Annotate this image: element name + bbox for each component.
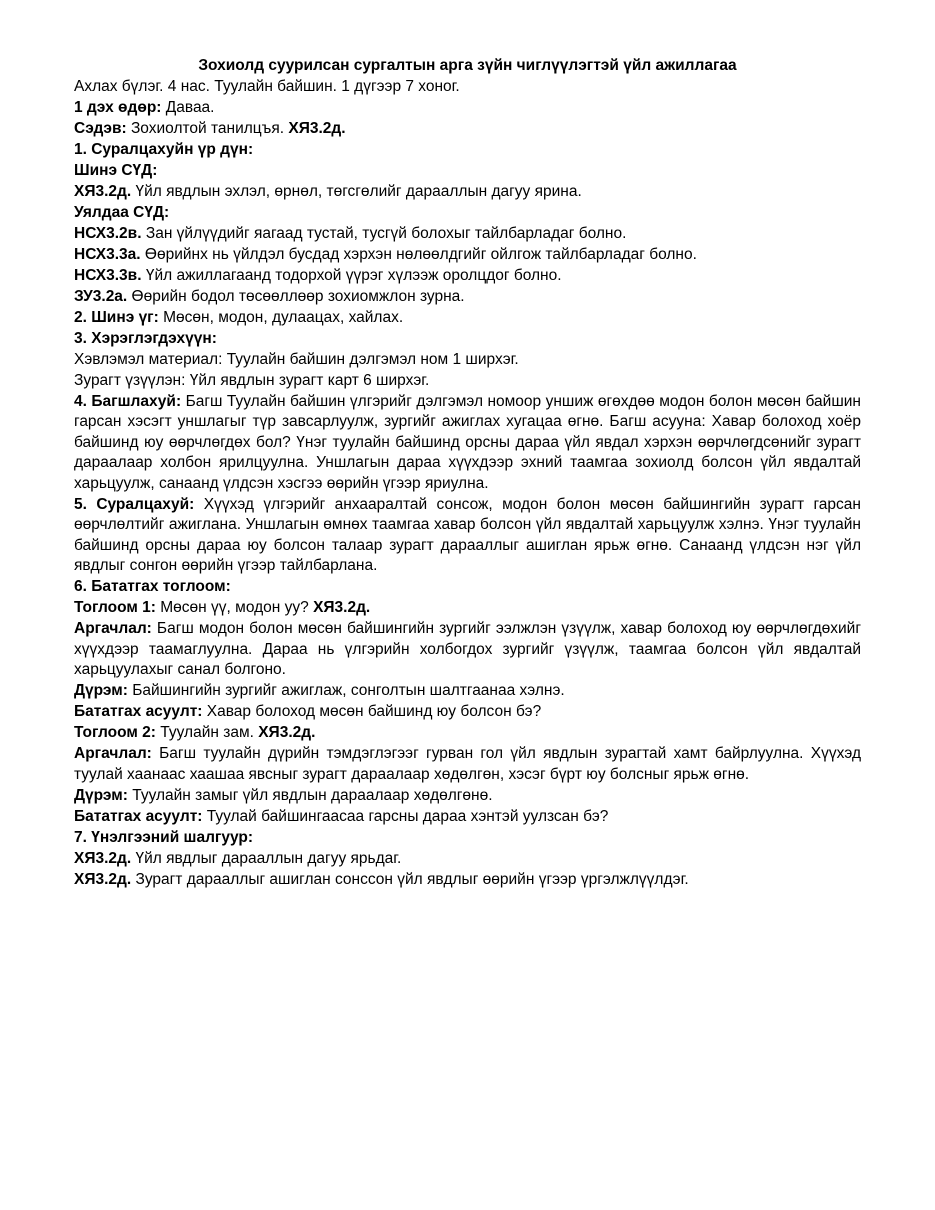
paragraph: [74, 577, 861, 598]
paragraph-bold-label: ЗУ3.2а.: [74, 287, 128, 305]
paragraph: [74, 140, 861, 161]
paragraph-text: Зохиолтой танилцъя.: [126, 119, 289, 137]
paragraph: [74, 786, 861, 807]
paragraph-bold-label: Тоглоом 2:: [74, 724, 156, 741]
paragraph-text: Үйл явдлыг дарааллын дагуу ярьдаг.: [131, 849, 402, 867]
paragraph-bold-label: Аргачлал:: [74, 745, 152, 762]
paragraph-text: Багш модон болон мөсөн байшингийн зургийг ээлжлэн үзүүлж, хавар болоход юу өөрчлөгдөхийг хүүхдээр таамаглуулна. Дараа нь үлгэрийн холбогдох зургийг үзүүлж, таамгаа болсон үйл явдалтай харьцуулахыг санал болгоно.: [74, 620, 861, 678]
paragraph-bold-label: Шинэ СҮД:: [74, 161, 158, 179]
paragraph-bold-label: Бататгах асуулт:: [74, 703, 203, 720]
paragraph-text: Зурагт үзүүлэн: Үйл явдлын зурагт карт 6 ширхэг.: [74, 371, 430, 389]
paragraph-text: Өөрийн бодол төсөөллөөр зохиомжлон зурна.: [127, 287, 465, 305]
paragraph-text: Мөсөн үү, модон уу?: [155, 599, 314, 616]
paragraph-bold-label: 3. Хэрэглэгдэхүүн:: [74, 329, 217, 347]
paragraph-bold-label: Бататгах асуулт:: [74, 807, 203, 825]
paragraph-bold-label: Аргачлал:: [74, 620, 152, 637]
paragraph-text: Үйл ажиллагаанд тодорхой үүрэг хүлээж оролцдог болно.: [141, 266, 562, 284]
paragraph-bold-label: Уялдаа СҮД:: [74, 203, 170, 221]
paragraph: [74, 702, 861, 723]
paragraph-bold-label: 1 дэх өдөр:: [74, 98, 162, 116]
paragraph-bold-label: НСХ3.3в.: [74, 266, 142, 284]
paragraph: [74, 98, 861, 119]
document-page: [74, 56, 861, 891]
paragraph-bold-label: 7. Үнэлгээний шалгуур:: [74, 828, 254, 846]
paragraph: [74, 350, 861, 371]
paragraph-text: Байшингийн зургийг ажиглаж, сонголтын шалтгаанаа хэлнэ.: [127, 682, 565, 699]
paragraph: [74, 681, 861, 702]
paragraph: [74, 329, 861, 350]
paragraph: [74, 266, 861, 287]
paragraph-text: Хэвлэмэл материал: Туулайн байшин дэлгэмэл ном 1 ширхэг.: [74, 350, 519, 368]
paragraph-text: Хавар болоход мөсөн байшинд юу болсон бэ?: [202, 703, 542, 720]
paragraph: [74, 224, 861, 245]
paragraph-text: Ахлах бүлэг. 4 нас. Туулайн байшин. 1 дүгээр 7 хоног.: [74, 77, 460, 95]
paragraph: [74, 495, 861, 577]
paragraph-bold-label: НСХ3.2в.: [74, 224, 142, 242]
paragraph-bold-label: 5. Суралцахуй:: [74, 495, 195, 513]
paragraph-bold-label: 4. Багшлахуй:: [74, 392, 182, 410]
paragraph-text: Хүүхэд үлгэрийг анхааралтай сонсож, модон болон мөсөн байшингийн зурагт гарсан өөрчлөлтийг ажиглана. Уншлагын өмнөх таамгаа хавар болсон үйл явдалтай харьцуулж хэлнэ. Үнэг туулайн байшинд орсны дараа юу болсон талаар зурагт дарааллыг ашиглан ярьж өгнө. Санаанд үлдсэн нэг үйл явдлыг сонгон өөрийн үгээр тайлбарлана.: [74, 495, 861, 574]
paragraph-bold-label: Дүрэм:: [74, 682, 128, 699]
paragraph: [74, 161, 861, 182]
paragraph-bold-label: 6. Бататгах тоглоом:: [74, 578, 231, 595]
paragraph-bold-label: Дүрэм:: [74, 786, 128, 804]
paragraph-bold-label: ХЯ3.2д.: [74, 870, 132, 888]
paragraph-bold-label: НСХ3.3а.: [74, 245, 141, 263]
paragraph-text: Туулай байшингаасаа гарсны дараа хэнтэй уулзсан бэ?: [202, 807, 609, 825]
paragraph-code: ХЯ3.2д.: [288, 119, 346, 137]
paragraph-text: Багш Туулайн байшин үлгэрийг дэлгэмэл номоор уншиж өгөхдөө модон болон мөсөн байшин гарсан хэсэгт уншлагыг түр завсарлуулж, зургийг ажиглах хугацаа өгнө. Багш асууна: Хавар болоход хоёр байшинд юу өөрчлөгдөх бол? Үнэг туулайн байшинд орсны дараа үйл явдал хэрхэн өөрчлөгдсөнийг зурагт дараалаар холбон ярилцуулна. Уншлагын дараа хүүхдээр эхний таамгаа зохиолд болсон үйл явдалтай харьцуулж, санаанд үлдсэн хэсгээ өөрийн үгээр яриулна.: [74, 392, 861, 492]
document-body: [74, 77, 861, 891]
paragraph: [74, 723, 861, 744]
paragraph: [74, 77, 861, 98]
paragraph: [74, 598, 861, 619]
paragraph: [74, 744, 861, 785]
paragraph-text: Зурагт дарааллыг ашиглан сонссон үйл явдлыг өөрийн үгээр үргэлжлүүлдэг.: [131, 870, 689, 888]
paragraph-bold-label: 2. Шинэ үг:: [74, 308, 159, 326]
paragraph-text: Өөрийнх нь үйлдэл бусдад хэрхэн нөлөөлдгийг ойлгож тайлбарладаг болно.: [140, 245, 697, 263]
paragraph-bold-label: ХЯ3.2д.: [74, 849, 132, 867]
paragraph: [74, 119, 861, 140]
paragraph: [74, 392, 861, 495]
document-title: Зохиолд суурилсан сургалтын арга зүйн чиглүүлэгтэй үйл ажиллагаа: [198, 57, 737, 74]
paragraph-code: ХЯ3.2д.: [258, 724, 316, 741]
paragraph: [74, 849, 861, 870]
paragraph-text: Үйл явдлын эхлэл, өрнөл, төгсгөлийг дарааллын дагуу ярина.: [131, 182, 582, 200]
paragraph-code: ХЯ3.2д.: [313, 599, 371, 616]
paragraph: [74, 182, 861, 203]
paragraph-text: Мөсөн, модон, дулаацах, хайлах.: [158, 308, 404, 326]
paragraph: [74, 287, 861, 308]
paragraph: [74, 807, 861, 828]
paragraph: [74, 203, 861, 224]
paragraph: [74, 308, 861, 329]
paragraph-text: Туулайн зам.: [155, 724, 259, 741]
paragraph-bold-label: ХЯ3.2д.: [74, 182, 132, 200]
paragraph-text: Даваа.: [161, 98, 215, 116]
paragraph-bold-label: 1. Суралцахуйн үр дүн:: [74, 140, 254, 158]
paragraph-text: Туулайн замыг үйл явдлын дараалаар хөдөлгөнө.: [127, 786, 493, 804]
paragraph: [74, 245, 861, 266]
paragraph: [74, 870, 861, 891]
paragraph: [74, 828, 861, 849]
paragraph-text: Багш туулайн дүрийн тэмдэглэгээг гурван гол үйл явдлын зурагтай хамт байрлуулна. Хүүхэд туулай хаанаас хаашаа явсныг зурагт дараалаар хөдөлгөн, хэсэг бүрт юу болсныг ярьж өгнө.: [74, 745, 861, 783]
paragraph-bold-label: Тоглоом 1:: [74, 599, 156, 616]
paragraph-text: Зан үйлүүдийг яагаад тустай, тусгүй болохыг тайлбарладаг болно.: [141, 224, 627, 242]
paragraph: [74, 371, 861, 392]
paragraph-bold-label: Сэдэв:: [74, 119, 127, 137]
paragraph: [74, 619, 861, 681]
